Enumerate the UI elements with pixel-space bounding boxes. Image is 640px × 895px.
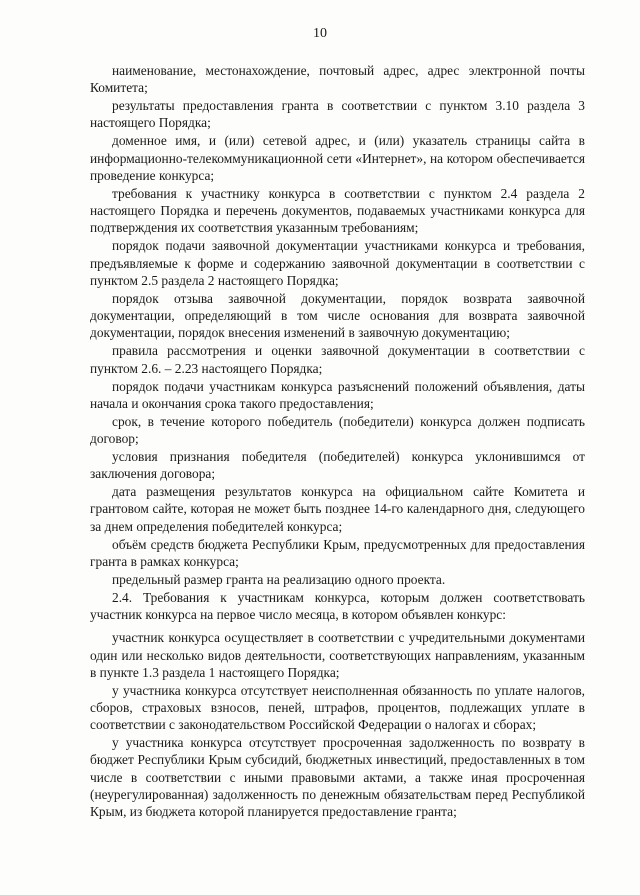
document-body (90, 62, 585, 821)
paragraph: результаты предоставления гранта в соответствии с пунктом 3.10 раздела 3 настоящего Порядка; (90, 98, 585, 131)
paragraph: порядок подачи заявочной документации участниками конкурса и требования, предъявляемые к форме и содержанию заявочной документации в соответствии с пунктом 2.5 раздела 2 настоящего Порядка; (90, 238, 585, 288)
paragraph: объём средств бюджета Республики Крым, предусмотренных для предоставления гранта в рамках конкурса; (90, 536, 585, 569)
paragraph: правила рассмотрения и оценки заявочной документации в соответствии с пунктом 2.6. – 2.23 настоящего Порядка; (90, 343, 585, 376)
paragraph: доменное имя, и (или) сетевой адрес, и (или) указатель страницы сайта в информационно-телекоммуникационной сети «Интернет», на котором обеспечивается проведение конкурса; (90, 133, 585, 183)
paragraph: дата размещения результатов конкурса на официальном сайте Комитета и грантовом сайте, которая не может быть позднее 14-го календарного дня, следующего за днем определения победителей конкурса; (90, 484, 585, 534)
paragraph: у участника конкурса отсутствует неисполненная обязанность по уплате налогов, сборов, страховых взносов, пеней, штрафов, процентов, подлежащих уплате в соответствии с законодательством Российской Федерации о налогах и сборах; (90, 682, 585, 733)
paragraph: предельный размер гранта на реализацию одного проекта. (112, 571, 446, 587)
paragraph: наименование, местонахождение, почтовый адрес, адрес электронной почты Комитета; (90, 63, 585, 96)
paragraph: срок, в течение которого победитель (победители) конкурса должен подписать договор; (90, 413, 585, 446)
paragraph: у участника конкурса отсутствует просроченная задолженность по возврату в бюджет Республики Крым субсидий, бюджетных инвестиций, предоставленных в том числе в соответствии с иными правовыми актами, а также иная просроченная (неурегулированная) задолженность по денежным обязательствам перед Республикой Крым, из бюджета которой планируется предоставление гранта; (90, 735, 585, 820)
paragraph: требования к участнику конкурса в соответствии с пунктом 2.4 раздела 2 настоящего Порядка и перечень документов, подаваемых участниками конкурса для подтверждения их соответствия указанным требованиям; (90, 185, 585, 236)
paragraph: порядок подачи участникам конкурса разъяснений положений объявления, даты начала и окончания срока такого предоставления; (90, 378, 585, 411)
paragraph: условия признания победителя (победителей) конкурса уклонившимся от заключения договора; (90, 448, 585, 482)
section-heading-paragraph: 2.4. Требования к участникам конкурса, которым должен соответствовать участник конкурса на первое число месяца, в котором объявлен конкурс: (90, 589, 585, 622)
paragraph: порядок отзыва заявочной документации, порядок возврата заявочной документации, определяющий в том числе основания для возврата заявочной документации, порядок внесения изменений в заявочную документацию; (90, 290, 585, 341)
paragraph: участник конкурса осуществляет в соответствии с учредительными документами один или несколько видов деятельности, соответствующих направлениям, указанным в пункте 1.3 раздела 1 настоящего Порядка; (90, 630, 585, 680)
page-number: 10 (313, 26, 327, 41)
